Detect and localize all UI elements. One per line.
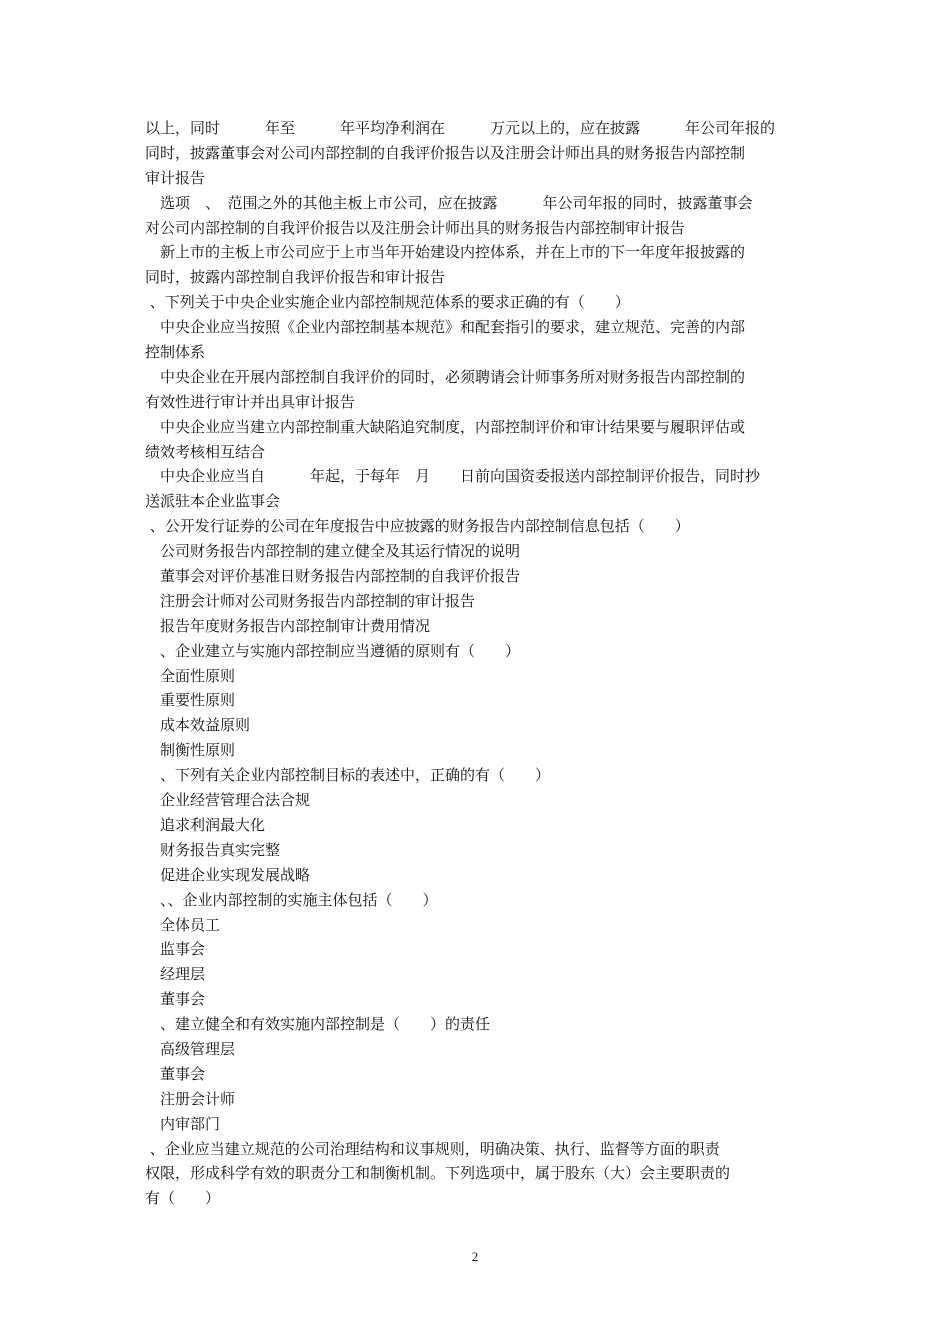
text-line: 中央企业在开展内部控制自我评价的同时，必须聘请会计师事务所对财务报告内部控制的 xyxy=(145,367,746,386)
text-line: 、企业应当建立规范的公司治理结构和议事规则，明确决策、执行、监督等方面的职责 xyxy=(145,1139,720,1158)
text-line: 中央企业应当按照《企业内部控制基本规范》和配套指引的要求，建立规范、完善的内部 xyxy=(145,318,746,337)
text-line: 中央企业应当建立内部控制重大缺陷追究制度，内部控制评价和审计结果要与履职评估或 xyxy=(145,417,746,436)
text-line: 有效性进行审计并出具审计报告 xyxy=(145,392,356,411)
text-line: 全体员工 xyxy=(145,915,221,934)
text-line: 同时，披露董事会对公司内部控制的自我评价报告以及注册会计师出具的财务报告内部控制 xyxy=(145,143,746,162)
text-line: 董事会 xyxy=(145,990,206,1009)
text-line: 制衡性原则 xyxy=(145,741,236,760)
text-line: 企业经营管理合法合规 xyxy=(145,791,311,810)
text-line: 内审部门 xyxy=(145,1114,221,1133)
text-line: 有（ ） xyxy=(145,1189,221,1208)
text-line: 同时，披露内部控制自我评价报告和审计报告 xyxy=(145,268,446,287)
text-line: 公司财务报告内部控制的建立健全及其运行情况的说明 xyxy=(145,542,521,561)
text-line: 选项 、 范围之外的其他主板上市公司，应在披露 年公司年报的同时，披露董事会 xyxy=(145,193,753,212)
text-line: 报告年度财务报告内部控制审计费用情况 xyxy=(145,616,431,635)
text-line: 控制体系 xyxy=(145,343,206,362)
text-line: 以上，同时 年至 年平均净利润在 万元以上的，应在披露 年公司年报的 xyxy=(145,119,776,137)
text-line: 、公开发行证券的公司在年度报告中应披露的财务报告内部控制信息包括（ ） xyxy=(145,517,690,536)
text-line: 董事会 xyxy=(145,1064,206,1083)
document-body xyxy=(145,116,809,1211)
text-line: 监事会 xyxy=(145,940,206,959)
text-line: 财务报告真实完整 xyxy=(145,840,281,859)
text-line: 中央企业应当自 年起，于每年 月 日前向国资委报送内部控制评价报告，同时抄 xyxy=(145,467,761,486)
text-line: 、下列有关企业内部控制目标的表述中，正确的有（ ） xyxy=(145,766,551,785)
text-line: 促进企业实现发展战略 xyxy=(145,865,311,884)
text-line: 、建立健全和有效实施内部控制是（ ）的责任 xyxy=(145,1015,491,1034)
text-line: 高级管理层 xyxy=(145,1039,236,1058)
text-line: 经理层 xyxy=(145,965,206,984)
text-line: 送派驻本企业监事会 xyxy=(145,492,281,511)
text-line: 、下列关于中央企业实施企业内部控制规范体系的要求正确的有（ ） xyxy=(145,293,630,312)
text-line: 新上市的主板上市公司应于上市当年开始建设内控体系，并在上市的下一年度年报披露的 xyxy=(145,243,746,262)
text-line: 绩效考核相互结合 xyxy=(145,442,266,461)
text-line: 、企业建立与实施内部控制应当遵循的原则有（ ） xyxy=(145,641,521,660)
text-line: 注册会计师对公司财务报告内部控制的审计报告 xyxy=(145,591,476,610)
text-line: 对公司内部控制的自我评价报告以及注册会计师出具的财务报告内部控制审计报告 xyxy=(145,218,686,237)
text-line: 重要性原则 xyxy=(145,691,236,710)
text-line: 追求利润最大化 xyxy=(145,815,266,834)
text-line: 全面性原则 xyxy=(145,666,236,685)
text-line: 、、企业内部控制的实施主体包括（ ） xyxy=(145,890,438,909)
page-number: 2 xyxy=(471,1249,479,1264)
text-line: 董事会对评价基准日财务报告内部控制的自我评价报告 xyxy=(145,567,521,586)
text-line: 权限，形成科学有效的职责分工和制衡机制。下列选项中，属于股东（大）会主要职责的 xyxy=(145,1164,731,1183)
text-line: 注册会计师 xyxy=(145,1089,236,1108)
text-line: 审计报告 xyxy=(145,168,206,187)
text-line: 成本效益原则 xyxy=(145,716,251,735)
